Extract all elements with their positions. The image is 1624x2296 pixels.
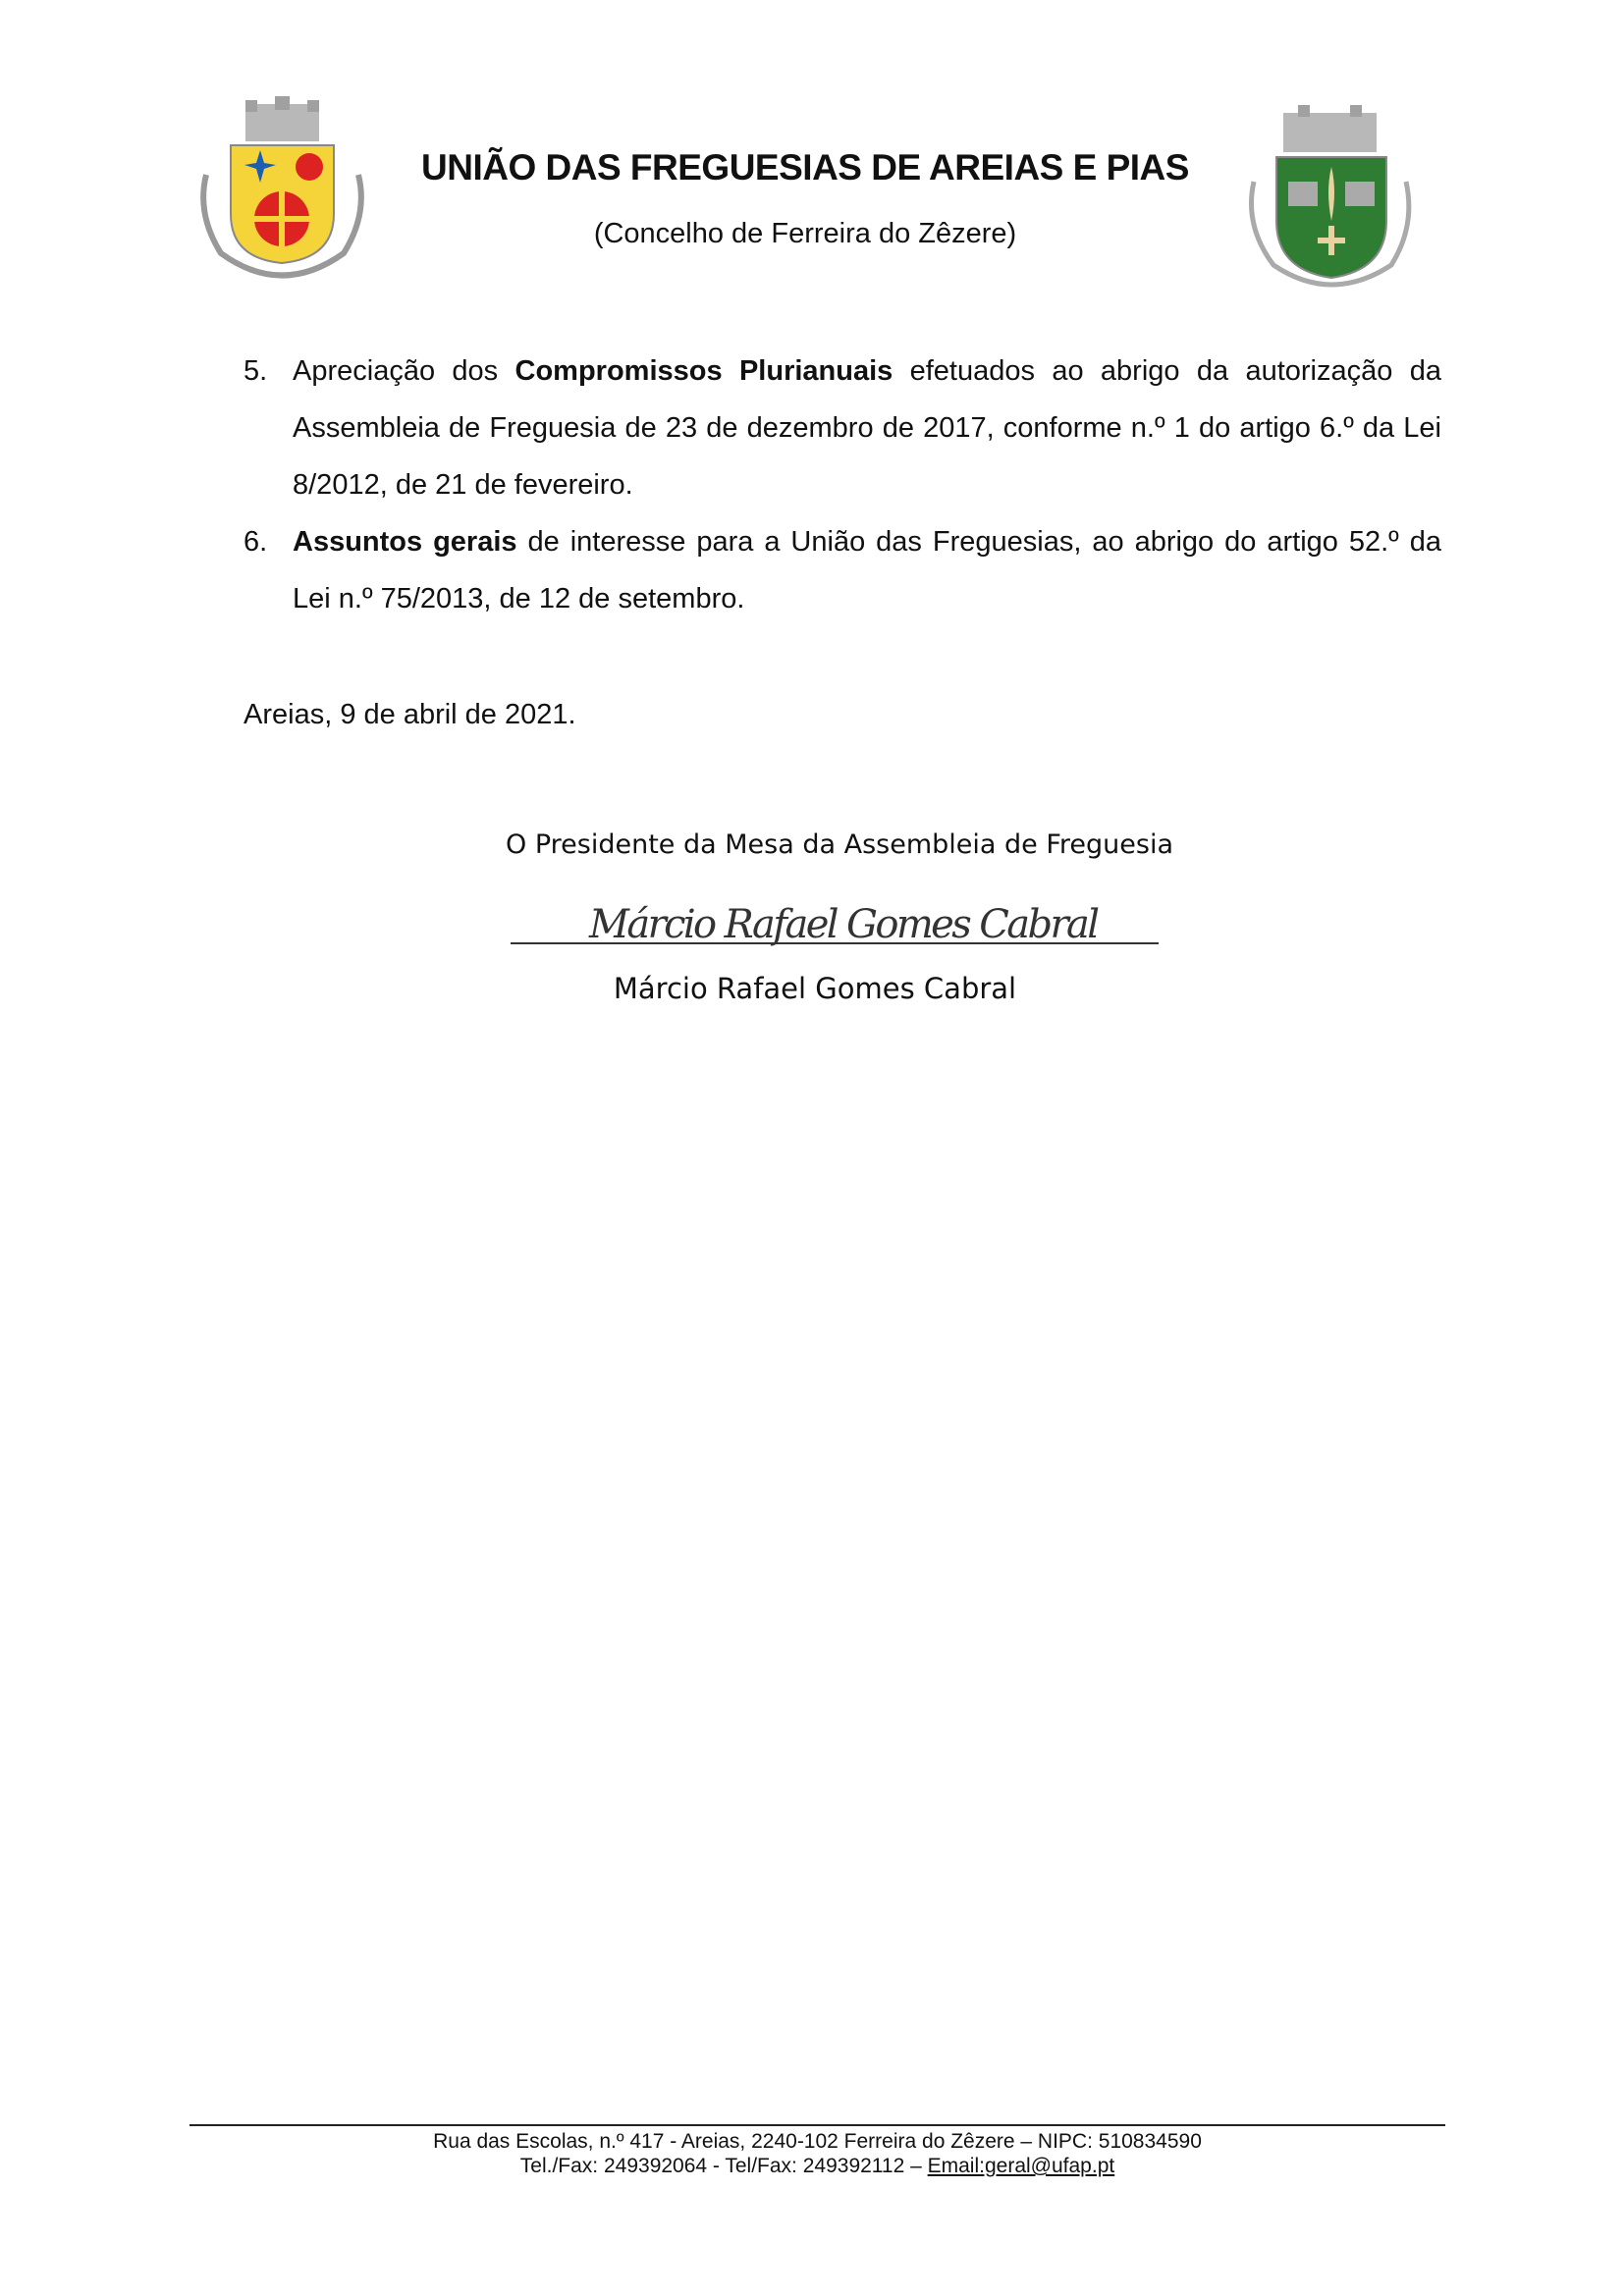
agenda-item-6 <box>244 513 1441 627</box>
footer-phones: Tel./Fax: 249392064 - Tel/Fax: 249392112 – <box>519 2155 928 2177</box>
signatory-name: Márcio Rafael Gomes Cabral <box>613 972 1017 1005</box>
handwritten-signature <box>511 888 1159 957</box>
agenda-item-5 <box>244 343 1441 513</box>
footer-email-link[interactable]: Email:geral@ufap.pt <box>927 2155 1115 2177</box>
date-line: Areias, 9 de abril de 2021. <box>244 699 576 730</box>
item-number: 5. <box>244 355 268 387</box>
item-number: 6. <box>244 526 268 558</box>
signature-caption: O Presidente da Mesa da Assembleia de Freguesia <box>506 829 1173 860</box>
areias-coat-of-arms-logo <box>191 96 373 283</box>
item-text: efetuados ao abrigo da autorização da Assembleia de Freguesia de 23 de dezembro de 2017, conforme n.º 1 do artigo 6.º da Lei 8/2012, de 21 de fevereiro. <box>293 355 1441 501</box>
organization-title: UNIÃO DAS FREGUESIAS DE AREIAS E PIAS <box>421 147 1189 187</box>
footer-divider <box>189 2124 1445 2126</box>
item-bold-text: Compromissos Plurianuais <box>514 355 893 387</box>
pias-coat-of-arms-logo <box>1239 103 1421 290</box>
item-text: de interesse para a União das Freguesias, ao abrigo do artigo 52.º da Lei n.º 75/2013, de 12 de setembro. <box>293 526 1441 614</box>
item-bold-text: Assuntos gerais <box>293 526 517 558</box>
footer-contacts <box>189 2155 1445 2178</box>
item-text: Apreciação dos <box>293 355 515 387</box>
organization-subtitle: (Concelho de Ferreira do Zêzere) <box>593 218 1017 249</box>
signature-script: Márcio Rafael Gomes Cabral <box>589 902 1100 947</box>
footer-address: Rua das Escolas, n.º 417 - Areias, 2240-102 Ferreira do Zêzere – NIPC: 510834590 <box>433 2130 1202 2153</box>
